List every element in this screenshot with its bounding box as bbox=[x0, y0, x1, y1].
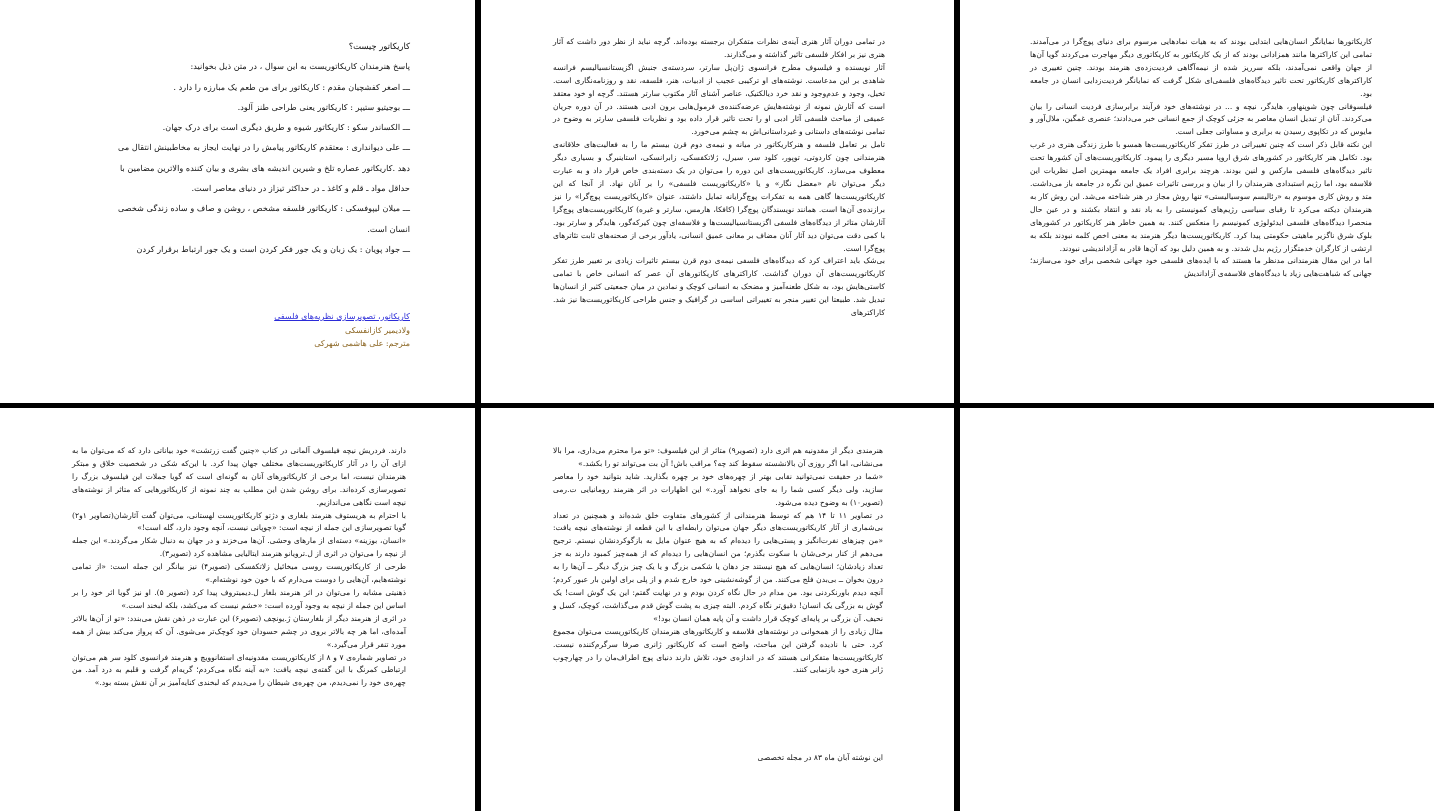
paragraph: تامل بر تعامل فلسفه و هنرکاریکاتور در میانه و نیمه‌ی دوم قرن بیستم ما را به فعالیت‌های خلاقانه‌ی هنرمندانی چون کاردوتی، توپور، کلود سر، سیرل، ژلاتکفسکی، زابرانسکی، استاینبرگ و بسیاری دیگر معطوف می‌سازد. کاریکاتوریست‌های این دوره را می‌توان در یک دسته‌بندی خاص قرار داد و به عبارت دیگر می‌توان نام «معضل نگار» و یا «کاریکاتوریست فلسفی» را بر آنان نهاد. از آنجا که این کاریکاتوریست‌ها گاهی همه به تفکرات پوچ‌گرایانه تمایل داشتند، عنوان «کاریکاتوریست پوچ‌گرا» را نیز برازنده‌ی آن‌ها است. همانند نویسندگان پوچ‌گرا (کافکا، هارمس، سارتر و غیره) کاریکاتوریست‌های پوچ‌گرا آثارشان متاثر از دیدگاه‌های فلسفی اگزیستانسیالیست‌ها و فلاسفه‌ای چون کیرکه‌گور، هایدگر و سارتر بود. با کمی دقت می‌توان دید آثار آنان مضاف بر معانی عمیق انسانی، یادآور برخی از صحنه‌های ثابت تئاترهای پوچ‌گرا است. bbox=[553, 140, 885, 253]
page-1-line: دهد .کاریکاتور عصاره تلخ و شیرین اندیشه های بشری و بیان کننده والاترین مضامین با bbox=[120, 162, 410, 173]
page-1-line: حداقل مواد ـ قلم و کاغذ ـ در حداکثر تیزاز در دنیای معاصر است. bbox=[191, 183, 410, 194]
page-1-line: ـــ میلان لیپوفسکی : کاریکاتور فلسفه مشخص ، روشن و صاف و ساده زندگی شخصی bbox=[117, 203, 410, 214]
document-page-5 bbox=[481, 408, 954, 811]
page-1-body bbox=[80, 36, 410, 259]
paragraph: اما در این مقال هنرمندانی مدنظر ما هستند که با ایده‌های فلسفی خود جهانی شخصی برای خود می‌سازند؛ جهانی که شباهت‌هایی زیاد با دیدگاه‌های فلاسفه‌ی آزاداندیش bbox=[1030, 256, 1372, 279]
page-4-body bbox=[72, 445, 406, 690]
paragraph: کاریکاتورها نمایانگر انسان‌هایی ابتدایی بودند که به هیات نمادهایی مرسوم برای دنیای پوچ‌گرا در می‌آمدند. تمامی این کاراکترها مانند همزادانی بودند که از یک کاریکاتور به کاریکاتوری دیگر مهاجرت می‌کردند گویا آن‌ها از جهان واقعی نمی‌آمدند، بلکه سرریز شده از نیمه‌آگاهی فردیت‌زده‌ی هنرمند بودند. چنین تغییری در کاراکترهای کاریکاتور تحت تاثیر دیدگاه‌های فلسفی‌ای شکل گرفت که نمایانگر فردیت‌زدایی انسان در جامعه بود. bbox=[1030, 37, 1372, 98]
document-page-1 bbox=[0, 0, 475, 403]
publication-note: این نوشته آبان ماه ۸۳ در مجله تخصصی bbox=[757, 753, 883, 762]
page-1-line: ـــ علی دیوانداری : معتقدم کاریکاتور پیامش را در نهایت ایجاز به مخاطبینش انتقال می bbox=[118, 142, 410, 153]
paragraph: «شما در حقیقت نمی‌توانید نقابی بهتر از چهره‌های خود بر چهره بگذارید. شاید بتوانید خود را معاصر سازید، ولی دیگر کسی شما را به جای نخواهد آورد.» این اظهارات در اثر هنرمند رومانیایی ت.رمی (تصویر۱۰) به وضوح دیده می‌شود. bbox=[553, 471, 883, 507]
paragraph: در تصاویر ۱۱ تا ۱۴ هم که توسط هنرمندانی از کشورهای متفاوت خلق شده‌اند و همچنین در تعداد بی‌شماری از آثار کاریکاتوریست‌های دیگر جهان می‌توان رابطه‌ای با این قطعه از نوشته‌های نیچه یافت: «من چیزهای نفرت‌انگیز و پستی‌هایی را دیده‌ام که به هیچ عنوان مایل به بازگوکردنشان نیستم. ترجیح می‌دهم از کنار برخی‌شان با سکوت بگذرم؛ من انسان‌هایی را دیده‌ام که از همه‌چیز کمبود دارند به جز تعداد زیادشان؛ انسان‌هایی که هیچ نیستند جز دهان یا شکمی بزرگ و یا یک چیز بزرگ دیگر ــ آن‌ها را به درون بخوان ــ بی‌بدن فلج می‌کنند. من از گوشه‌نشینی خود خارج شدم و از پلی برای اولین بار عبور کردم؛ آنچه دیدم باورنکردنی بود. من مدام در حال نگاه کردن بودم و در نهایت گفتم: این یک گوش است! یک گوش به بزرگی یک انسان! دقیق‌تر نگاه کردم. البته چیزی به پشت گوش قدم می‌گذاشت، کوچک، کسل و نحیف. آن بزرگی بر پایه‌ای کوچک قرار داشت و آن پایه همان انسان بود!» bbox=[553, 510, 883, 623]
article-credits bbox=[80, 310, 410, 351]
author-name: ولادیمیر کازانفسکی bbox=[344, 325, 410, 335]
page-2-body bbox=[553, 36, 885, 320]
paragraph: «انسان، بوزینه» دسته‌ای از مارهای وحشی. آن‌ها می‌خزند و در جهان به دنبال شکار می‌گردند.» این جمله از نیچه را می‌توان در اثری از ل.ترویانو هنرمند ایتالیایی مشاهده کرد (تصویر۳). bbox=[72, 536, 406, 559]
translator-name: مترجم: علی هاشمی شهرکی bbox=[314, 339, 410, 348]
paragraph: بی‌شک باید اعتراف کرد که دیدگاه‌های فلسفی نیمه‌ی دوم قرن بیستم تاثیرات زیادی بر تغییر طرز تفکر کاریکاتوریست‌های آن دوران گذاشت. کاراکترهای کاریکاتورهای آن عصر که انسانی خاص با تمامی کاستی‌هایش بود، به شکل طعنه‌آمیز و مضحک به انسانی کوچک و نمادین در میان جمعیتی کثیر از انسان‌ها تبدیل شد. طبیعتا این تغییر منجر به تغییراتی اساسی در گرافیک و جنس طراحی کاریکاتوریست‌ها نیز شد. کاراکترهای bbox=[553, 256, 885, 318]
page-1-line: ـــ اصغر کفشچیان مقدم : کاریکاتور برای من طعم یک مبارزه را دارد . bbox=[173, 81, 410, 92]
article-title-link[interactable]: کاریکاتور، تصویرسازی نظریه‌های فلسفی bbox=[274, 312, 410, 321]
paragraph: در تصاویر شماره‌ی ۷ و ۸ از کاریکاتوریست مقدونیه‌ای استفانوویچ و هنرمند فرانسوی کلود سر هم می‌توان ارتباطی کمرنگ با این گفته‌ی نیچه یافت: «به آینه نگاه می‌کردم؛ گریه‌ام گرفت و قلبم به درد آمد. من چهره‌ی خود را نمی‌دیدم، من چهره‌ی شیطان را می‌دیدم که لبخندی کنایه‌آمیز بر آن نقش بسته بود.» bbox=[72, 652, 406, 688]
page-1-title: کاریکاتور چیست؟ bbox=[348, 41, 410, 51]
page-1-line: ـــ الکساندر سکو : کاریکاتور شیوه و طریق دیگری است برای درک جهان. bbox=[162, 122, 410, 133]
document-page-4 bbox=[0, 408, 475, 811]
paragraph: مثال زیادی را از همخوانی در نوشته‌های فلاسفه و کاریکاتورهای هنرمندان کاریکاتوریست می‌توان مجموع کرد. حتی با نادیده گرفتن این مباحث، واضح است که کاریکاتور ژانری صرفا سرگرم‌کننده نیست. کاریکاتوریست‌ها متفکرانی هستند که در اندازه‌ی خود، تلاش دارند دنیای پوچ اطراف‌مان را در چهارچوب ژانر هنری خود بازنمایی کنند. bbox=[553, 626, 883, 675]
paragraph: در اثری از هنرمند دیگر از بلغارستان ژ.یونچف (تصویر۶) این عبارت در ذهن نقش می‌بندد: «تو از آن‌ها بالاتر آمده‌ای، اما هر چه بالاتر بروی در چشم حسودان خود کوچک‌تر می‌شوی. آن که پرواز می‌کند بیش از همه مورد تنفر قرار می‌گیرد.» bbox=[72, 613, 406, 649]
page-1-line: ـــ جواد پویان : یک زبان و یک جور فکر کردن است و یک جور ارتباط برقرار کردن bbox=[136, 243, 410, 254]
page-1-line: انسان است. bbox=[367, 223, 410, 234]
page-1-line: پاسخ هنرمندان کاریکاتوریست به این سوال ، در متن ذیل بخوانید: bbox=[190, 61, 410, 72]
document-page-2 bbox=[481, 0, 954, 403]
page-1-line: ـــ بوجیتیو ستیپر : کاریکاتور یعنی طراحی طنز آلود. bbox=[237, 101, 410, 112]
page-3-body bbox=[1030, 36, 1372, 281]
paragraph: فیلسوفانی چون شوپنهاور، هایدگر، نیچه و ... در نوشته‌های خود فرآیند برابرسازی فردیت انسانی را بیان می‌کردند. آنان از تبدیل انسان معاصر به جزئی کوچک از جمع انسانی خبر می‌دادند؛ عنصری غمگین، ملال‌آور و مایوس که در تکاپوی رسیدن به برابری و مساواتی جعلی است. bbox=[1030, 101, 1372, 137]
paragraph: این نکته قابل ذکر است که چنین تغییراتی در طرز تفکر کاریکاتوریست‌ها همسو با طرز زندگی هنری در غرب بود. تکامل هنر کاریکاتور در کشورهای شرق اروپا مسیر دیگری را پیمود. کاریکاتوریست‌های آن کشورها تحت تاثیر دیدگاه‌های فلسفی مارکس و لنین بودند. هرچند برابری افراد یک جامعه مهمترین اصل نظریات این فلاسفه بود، اما رژیم استبدادی هنرمندان را از بیان و بررسی تاثیرات عمیق این نگره در جامعه باز می‌داشت. متد و روش کاری موسوم به «رئالیسم سوسیالیستی» تنها روش مجاز در هنر شناخته می‌شد. این روش کار به هنرمندان دیکته می‌کرد تا رقبای سیاسی رژیم‌های کمونیستی را به باد نقد و انتقاد بکشند و در عین حال منحصرا دیدگاه‌های فلسفی ایدئولوژی کمونیسم را منعکس کنند. به همین خاطر هنر کاریکاتور در کشورهای بلوک شرق ناگزیر ماهیتی حکومتی پیدا کرد. کاریکاتوریست‌ها دیگر هنرمند به معنی اخص کلمه نبودند بلکه به ارتشی از کارگران خدمتگزار رژیم بدل شدند. و به همین دلیل بود که آن‌ها قادر به آزاداندیشی نبودند. bbox=[1030, 140, 1372, 253]
paragraph: طرحی از کاریکاتوریست روسی میخائیل زلاتکفسکی (تصویر۴) نیز بیانگر این جمله است: «از تمامی نوشته‌هایم، آن‌هایی را دوست می‌دارم که با خون خود نوشته‌ام.» bbox=[72, 562, 406, 585]
paragraph: ذهنیتی مشابه را می‌توان در اثر هنرمند بلغار ل.دیمیتروف پیدا کرد (تصویر ۵). او نیز گویا اثر خود را بر اساس این جمله از نیچه به وجود آورده است: «خشم نیست که می‌کشد، بلکه لبخند است.» bbox=[72, 587, 406, 610]
paragraph: آثار نویسنده و فیلسوف مطرح فرانسوی ژان‌پل سارتر، سردسته‌ی جنبش اگزیستانسیالیسم فرانسه شاهدی بر این مدعاست. نوشته‌های او ترکیبی عجیب از ادبیات، هنر، فلسفه، نقد و روزنامه‌نگاری است. تخیل، وجود و عدم‌وجود و نقد خرد دیالکتیک، عناصر آشنای آثار مکتوب سارتر هستند. گرچه او خود معتقد است که آثارش نمونه از نوشته‌هایش عرضه‌کننده‌ی فرمول‌هایی برون ادبی هستند. در آن دوره جریان عمیقی از مباحث فلسفی آثار ادبی او را تحت تاثیر قرار داده بود و نظریات فلسفی سارتر به وضوح در تمامی نوشته‌های داستانی و غیرداستانی‌اش به چشم می‌خورد. bbox=[553, 62, 885, 137]
paragraph: دارند. فردریش نیچه فیلسوف آلمانی در کتاب «چنین گفت زرتشت» خود بیاناتی دارد که که می‌توان ما به ازای آن را در آثار کاریکاتوریست‌های مختلف جهان پیدا کرد. با این‌که شکی در شخصیت خلاق و مبتکر هنرمندان نیست، اما برخی از کاریکاتورهای آنان به گونه‌ای است که گویا جملات این فیلسوف بزرگ را تصویرسازی کرده‌اند. برای روشن شدن این مطلب به چند نمونه از کاریکاتورهایی که متاثر از نوشته‌های نیچه است نگاهی می‌اندازیم. bbox=[72, 446, 406, 507]
paragraph: هنرمندی دیگر از مقدونیه هم اثری دارد (تصویر۹) متاثر از این فیلسوف: «تو مرا محترم می‌داری، مرا بالا می‌نشانی، اما اگر روزی آن بالانشسته سقوط کند چه؟ مراقب باش! آن بت می‌تواند تو را بکشد.» bbox=[553, 446, 883, 468]
document-page-3 bbox=[960, 0, 1434, 403]
paragraph: با احترام به هریستوف هنرمند بلغاری و دژتو کاریکاتوریست لهستانی، می‌توان گفت آثارشان(تصاویر ۱و۲) گویا تصویرسازی این جمله از نیچه است: «چوپانی نیست، آنچه وجود دارد، گله است!» bbox=[72, 510, 406, 533]
page-5-body bbox=[553, 445, 883, 677]
paragraph: در تمامی دوران آثار هنری آینه‌ی نظرات متفکران برجسته بوده‌اند. گرچه نباید از نظر دور داشت که آثار هنری نیز بر افکار فلسفی تاثیر گذاشته و می‌گذارند. bbox=[553, 37, 885, 59]
document-page-6-blank bbox=[960, 408, 1434, 811]
